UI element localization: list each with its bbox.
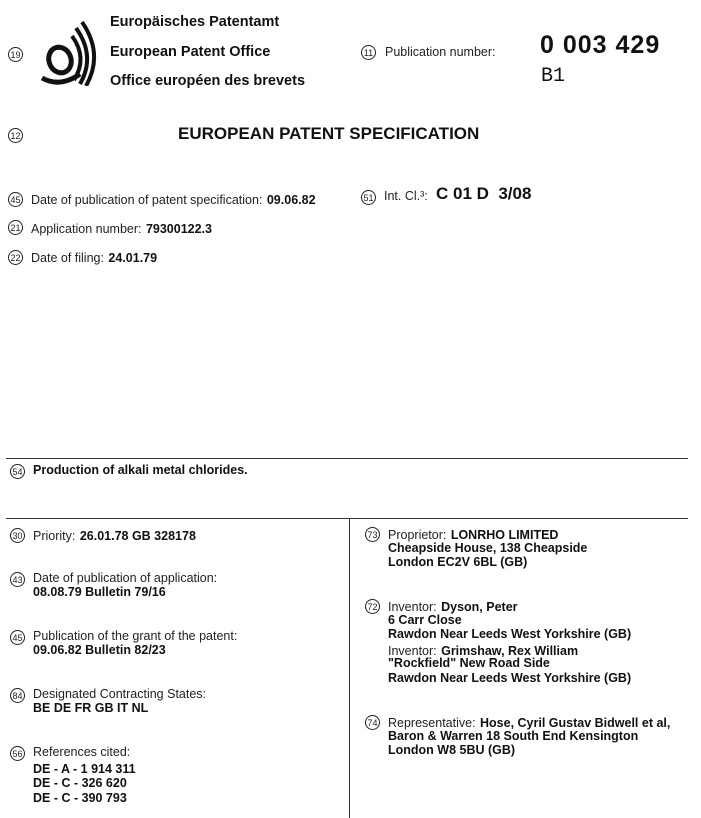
inid-code-22: 22	[8, 250, 23, 265]
inventor-1-address-1: 6 Carr Close	[388, 613, 462, 627]
inid-code-45: 45	[8, 192, 23, 207]
inid-code-54: 54	[10, 464, 25, 479]
proprietor-address-2: London EC2V 6BL (GB)	[388, 555, 528, 569]
references-label: References cited:	[33, 745, 131, 759]
inid-code-19: 19	[8, 47, 23, 62]
office-name-de: Europäisches Patentamt	[110, 14, 280, 30]
publication-number: 0 003 429	[540, 31, 661, 59]
office-name-fr: Office européen des brevets	[110, 73, 306, 89]
kind-code: B1	[541, 65, 566, 88]
date-pub-application-label: Date of publication of application:	[33, 571, 218, 585]
date-pub-application-value: 08.08.79 Bulletin 79/16	[33, 585, 166, 599]
application-number: Application number: 79300122.3	[31, 222, 212, 236]
inid-code-12: 12	[8, 128, 23, 143]
inventor-2-address-1: "Rockfield" New Road Side	[388, 656, 550, 670]
inid-code-72: 72	[365, 599, 380, 614]
inventor-2-address-2: Rawdon Near Leeds West Yorkshire (GB)	[388, 671, 632, 685]
divider-middle	[6, 518, 688, 519]
representative-address-1: Baron & Warren 18 South End Kensington	[388, 729, 639, 743]
document-title: EUROPEAN PATENT SPECIFICATION	[178, 124, 480, 143]
designated-states-value: BE DE FR GB IT NL	[33, 701, 149, 715]
inventor-1-address-2: Rawdon Near Leeds West Yorkshire (GB)	[388, 627, 632, 641]
inventor-2: Inventor: Grimshaw, Rex William	[388, 644, 579, 658]
publication-number-label: Publication number:	[385, 45, 496, 59]
inid-code-84: 84	[10, 688, 25, 703]
reference-item: DE - C - 390 793	[33, 791, 127, 805]
inid-code-51: 51	[361, 190, 376, 205]
column-divider	[349, 518, 350, 818]
inid-code-56: 56	[10, 746, 25, 761]
inventor-1: Inventor: Dyson, Peter	[388, 600, 518, 614]
epo-logo-icon	[36, 14, 102, 86]
inid-code-11: 11	[361, 45, 376, 60]
int-cl-label: Int. Cl.³:	[384, 189, 428, 203]
reference-item: DE - A - 1 914 311	[33, 762, 136, 776]
inid-code-45b: 45	[10, 630, 25, 645]
inid-code-73: 73	[365, 527, 380, 542]
divider-top	[6, 458, 688, 459]
proprietor: Proprietor: LONRHO LIMITED	[388, 528, 559, 542]
representative: Representative: Hose, Cyril Gustav Bidwell et al,	[388, 716, 671, 730]
reference-item: DE - C - 326 620	[33, 776, 127, 790]
date-publication-spec: Date of publication of patent specification: 09.06.82	[31, 193, 316, 207]
inid-code-30: 30	[10, 528, 25, 543]
inid-code-43: 43	[10, 572, 25, 587]
designated-states-label: Designated Contracting States:	[33, 687, 207, 701]
representative-address-2: London W8 5BU (GB)	[388, 743, 516, 757]
office-name-en: European Patent Office	[110, 44, 271, 60]
priority: Priority: 26.01.78 GB 328178	[33, 529, 196, 543]
int-cl-value: C 01 D 3/08	[436, 184, 532, 203]
grant-publication-value: 09.06.82 Bulletin 82/23	[33, 643, 166, 657]
date-of-filing: Date of filing: 24.01.79	[31, 251, 158, 265]
inid-code-74: 74	[365, 715, 380, 730]
proprietor-address-1: Cheapside House, 138 Cheapside	[388, 541, 588, 555]
grant-publication-label: Publication of the grant of the patent:	[33, 629, 238, 643]
invention-title: Production of alkali metal chlorides.	[33, 463, 248, 477]
inid-code-21: 21	[8, 220, 23, 235]
